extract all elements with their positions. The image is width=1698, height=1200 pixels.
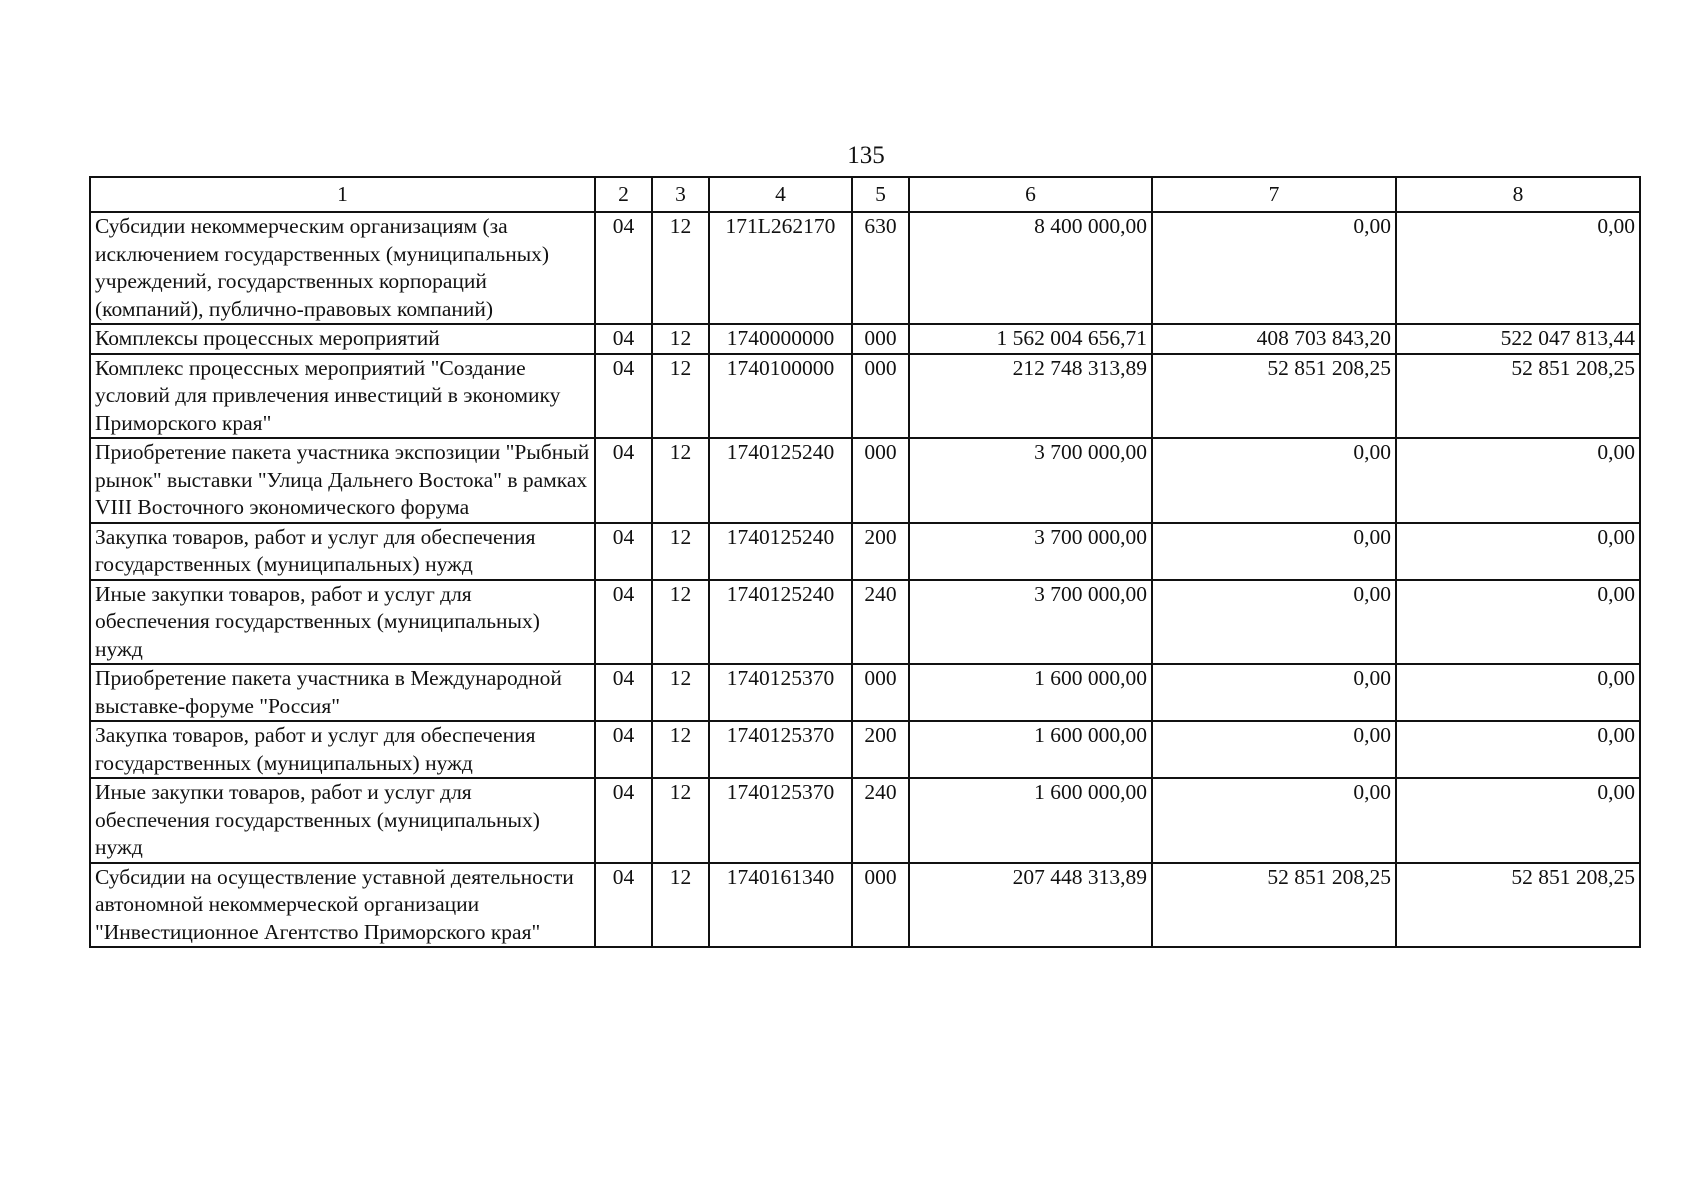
row-amount-col7: 0,00: [1152, 212, 1396, 324]
row-amount-col6: 3 700 000,00: [909, 438, 1152, 523]
row-amount-col6: 1 600 000,00: [909, 721, 1152, 778]
row-expense-type: 200: [852, 721, 909, 778]
row-amount-col6: 1 600 000,00: [909, 664, 1152, 721]
row-name: Приобретение пакета участника экспозиции "Рыбный рынок" выставки "Улица Дальнего Востока" в рамках VIII Восточного экономического форума: [90, 438, 595, 523]
row-section: 04: [595, 863, 652, 948]
row-expense-type: 000: [852, 354, 909, 439]
row-target-article: 1740125240: [709, 580, 852, 665]
row-section: 04: [595, 664, 652, 721]
header-col-4: 4: [709, 177, 852, 212]
row-name: Иные закупки товаров, работ и услуг для обеспечения государственных (муниципальных) нужд: [90, 580, 595, 665]
row-subsection: 12: [652, 212, 709, 324]
row-subsection: 12: [652, 324, 709, 354]
row-amount-col8: 52 851 208,25: [1396, 863, 1640, 948]
row-amount-col8: 52 851 208,25: [1396, 354, 1640, 439]
row-expense-type: 000: [852, 438, 909, 523]
row-amount-col6: 8 400 000,00: [909, 212, 1152, 324]
row-expense-type: 000: [852, 324, 909, 354]
row-subsection: 12: [652, 778, 709, 863]
row-amount-col6: 207 448 313,89: [909, 863, 1152, 948]
row-section: 04: [595, 778, 652, 863]
row-name: Закупка товаров, работ и услуг для обеспечения государственных (муниципальных) нужд: [90, 721, 595, 778]
row-name: Закупка товаров, работ и услуг для обеспечения государственных (муниципальных) нужд: [90, 523, 595, 580]
row-subsection: 12: [652, 664, 709, 721]
header-col-1: 1: [90, 177, 595, 212]
header-col-3: 3: [652, 177, 709, 212]
table-row: [90, 664, 1640, 721]
row-section: 04: [595, 212, 652, 324]
row-amount-col7: 52 851 208,25: [1152, 354, 1396, 439]
row-target-article: 1740161340: [709, 863, 852, 948]
row-expense-type: 000: [852, 863, 909, 948]
header-row: [90, 177, 1640, 212]
row-target-article: 1740125370: [709, 778, 852, 863]
row-amount-col8: 0,00: [1396, 212, 1640, 324]
row-section: 04: [595, 438, 652, 523]
row-amount-col6: 1 562 004 656,71: [909, 324, 1152, 354]
row-section: 04: [595, 324, 652, 354]
row-target-article: 1740000000: [709, 324, 852, 354]
table-row: [90, 438, 1640, 523]
row-name: Иные закупки товаров, работ и услуг для обеспечения государственных (муниципальных) нужд: [90, 778, 595, 863]
table-row: [90, 580, 1640, 665]
row-amount-col6: 1 600 000,00: [909, 778, 1152, 863]
table-row: [90, 863, 1640, 948]
header-col-8: 8: [1396, 177, 1640, 212]
header-col-6: 6: [909, 177, 1152, 212]
page-number: 135: [847, 142, 885, 169]
row-amount-col8: 522 047 813,44: [1396, 324, 1640, 354]
row-amount-col7: 408 703 843,20: [1152, 324, 1396, 354]
row-subsection: 12: [652, 438, 709, 523]
row-amount-col7: 0,00: [1152, 438, 1396, 523]
row-target-article: 1740125370: [709, 721, 852, 778]
table-row: [90, 523, 1640, 580]
row-section: 04: [595, 354, 652, 439]
row-amount-col6: 3 700 000,00: [909, 580, 1152, 665]
row-target-article: 1740125240: [709, 523, 852, 580]
row-expense-type: 240: [852, 580, 909, 665]
row-amount-col7: 52 851 208,25: [1152, 863, 1396, 948]
row-section: 04: [595, 523, 652, 580]
row-amount-col6: 212 748 313,89: [909, 354, 1152, 439]
table-row: [90, 354, 1640, 439]
row-subsection: 12: [652, 863, 709, 948]
row-amount-col7: 0,00: [1152, 664, 1396, 721]
row-amount-col8: 0,00: [1396, 580, 1640, 665]
budget-table: [89, 176, 1641, 948]
row-amount-col7: 0,00: [1152, 721, 1396, 778]
row-name: Комплексы процессных мероприятий: [90, 324, 595, 354]
row-expense-type: 000: [852, 664, 909, 721]
row-target-article: 1740100000: [709, 354, 852, 439]
row-target-article: 171L262170: [709, 212, 852, 324]
row-amount-col8: 0,00: [1396, 438, 1640, 523]
row-subsection: 12: [652, 580, 709, 665]
table-row: [90, 324, 1640, 354]
row-amount-col8: 0,00: [1396, 664, 1640, 721]
row-amount-col7: 0,00: [1152, 523, 1396, 580]
row-expense-type: 200: [852, 523, 909, 580]
table-row: [90, 721, 1640, 778]
row-section: 04: [595, 580, 652, 665]
row-name: Субсидии некоммерческим организациям (за исключением государственных (муниципальных) учреждений, государственных корпораций (компаний), публично-правовых компаний): [90, 212, 595, 324]
header-col-5: 5: [852, 177, 909, 212]
row-amount-col8: 0,00: [1396, 523, 1640, 580]
header-col-7: 7: [1152, 177, 1396, 212]
row-expense-type: 630: [852, 212, 909, 324]
row-amount-col7: 0,00: [1152, 778, 1396, 863]
header-col-2: 2: [595, 177, 652, 212]
row-amount-col7: 0,00: [1152, 580, 1396, 665]
table-row: [90, 778, 1640, 863]
row-section: 04: [595, 721, 652, 778]
row-target-article: 1740125240: [709, 438, 852, 523]
row-target-article: 1740125370: [709, 664, 852, 721]
row-subsection: 12: [652, 523, 709, 580]
table-row: [90, 212, 1640, 324]
row-name: Комплекс процессных мероприятий "Создание условий для привлечения инвестиций в экономику Приморского края": [90, 354, 595, 439]
row-name: Субсидии на осуществление уставной деятельности автономной некоммерческой организации "Инвестиционное Агентство Приморского края": [90, 863, 595, 948]
row-subsection: 12: [652, 354, 709, 439]
row-subsection: 12: [652, 721, 709, 778]
row-amount-col8: 0,00: [1396, 778, 1640, 863]
row-amount-col8: 0,00: [1396, 721, 1640, 778]
row-amount-col6: 3 700 000,00: [909, 523, 1152, 580]
row-name: Приобретение пакета участника в Международной выставке-форуме "Россия": [90, 664, 595, 721]
row-expense-type: 240: [852, 778, 909, 863]
